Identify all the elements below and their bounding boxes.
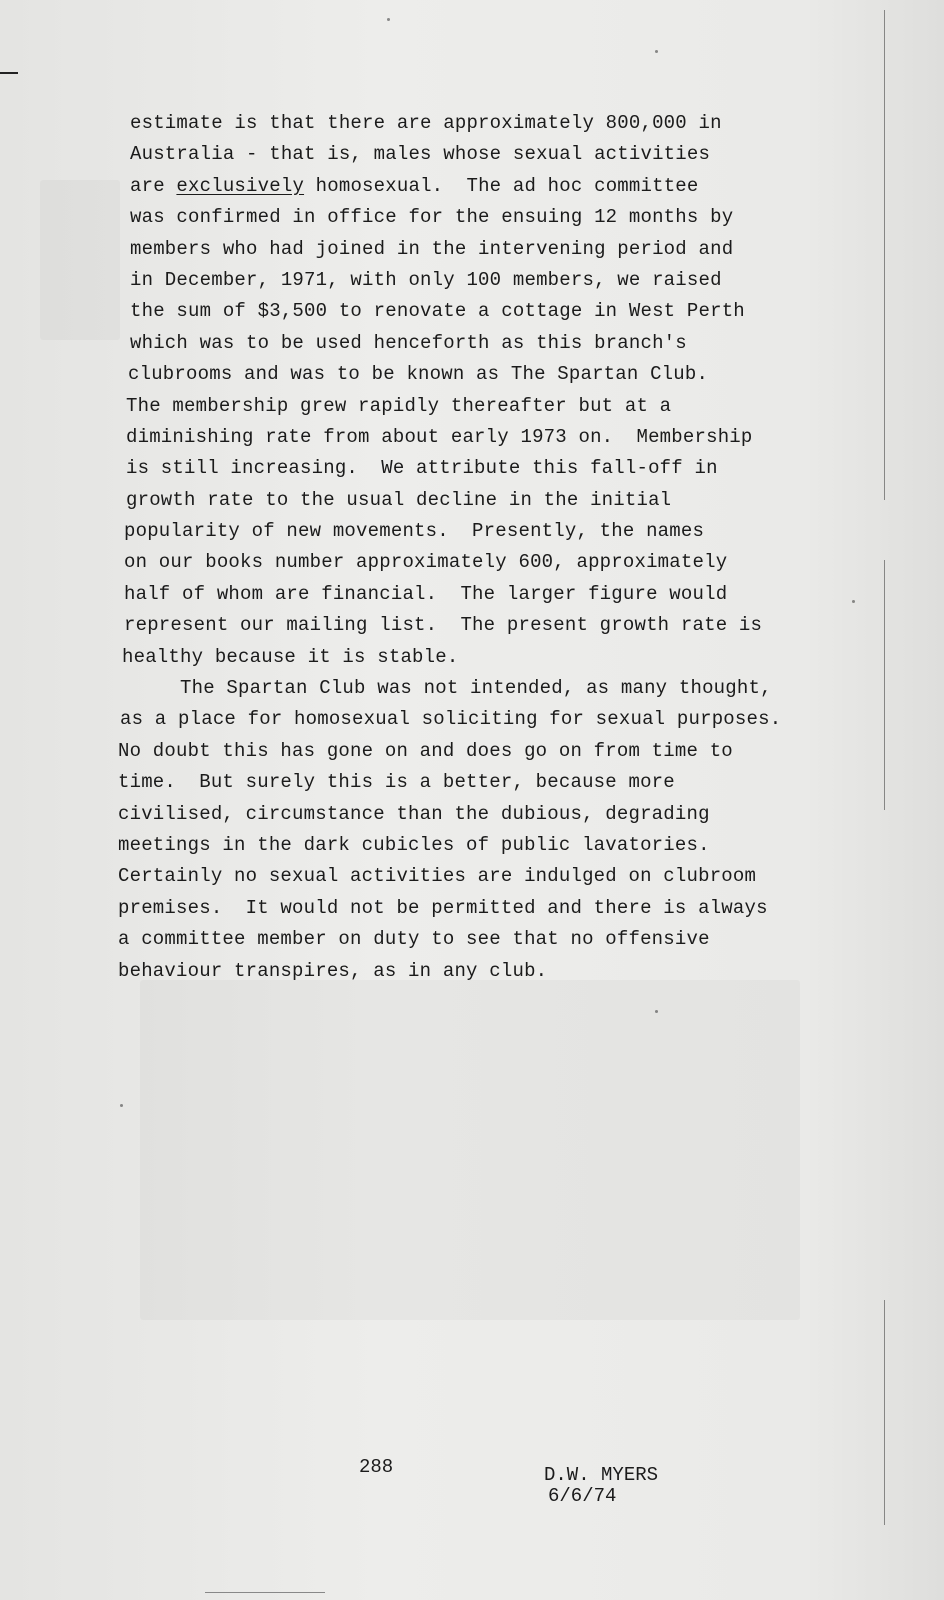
text-line: as a place for homosexual soliciting for sexual purposes. xyxy=(120,708,782,731)
text-line: a committee member on duty to see that no offensive xyxy=(118,928,710,951)
text-line: on our books number approximately 600, approximately xyxy=(124,551,728,574)
text-line: civilised, circumstance than the dubious, degrading xyxy=(118,802,710,825)
text-line xyxy=(118,171,838,202)
text-line: the sum of $3,500 to renovate a cottage in West Perth xyxy=(130,300,745,323)
underlined-word: exclusively xyxy=(176,174,305,197)
author-signoff xyxy=(544,1465,658,1507)
text-segment: homosexual. The ad hoc committee xyxy=(304,174,699,197)
page-number: 288 xyxy=(359,1456,394,1478)
scan-edge-mark xyxy=(0,72,18,74)
scan-speck xyxy=(655,1010,658,1013)
bottom-edge-rule xyxy=(205,1592,325,1593)
text-line: healthy because it is stable. xyxy=(122,645,459,668)
text-line: popularity of new movements. Presently, the names xyxy=(124,520,705,543)
text-line: clubrooms and was to be known as The Spartan Club. xyxy=(128,363,709,386)
text-segment: are xyxy=(130,174,177,197)
scan-speck xyxy=(120,1104,123,1107)
bleed-through-shadow xyxy=(40,180,120,340)
scan-speck xyxy=(852,600,855,603)
text-line: Australia - that is, males whose sexual activities xyxy=(130,143,711,166)
text-line: The membership grew rapidly thereafter but at a xyxy=(126,394,672,417)
bleed-through-shadow xyxy=(140,980,800,1320)
text-line: time. But surely this is a better, because more xyxy=(118,771,675,794)
scan-edge-line xyxy=(884,1300,885,1525)
text-line: Certainly no sexual activities are indulged on clubroom xyxy=(118,865,757,888)
author-name: D.W. MYERS xyxy=(544,1464,659,1486)
text-line: behaviour transpires, as in any club. xyxy=(118,959,548,982)
text-line: meetings in the dark cubicles of public lavatories. xyxy=(118,833,710,856)
text-line: growth rate to the usual decline in the initial xyxy=(126,488,672,511)
text-line: is still increasing. We attribute this fall-off in xyxy=(126,457,718,480)
text-line: diminishing rate from about early 1973 on. Membership xyxy=(126,425,753,448)
text-line: estimate is that there are approximately 800,000 in xyxy=(130,112,722,134)
text-line: was confirmed in office for the ensuing 12 months by xyxy=(130,206,734,229)
text-line: The Spartan Club was not intended, as many thought, xyxy=(180,677,772,700)
typed-body-text xyxy=(118,108,838,987)
text-line: which was to be used henceforth as this branch's xyxy=(130,331,687,354)
text-line: members who had joined in the intervening period and xyxy=(130,237,734,260)
scan-speck xyxy=(387,18,390,21)
signoff-date: 6/6/74 xyxy=(548,1485,617,1507)
scan-edge-line xyxy=(884,560,885,810)
scan-edge-line xyxy=(884,10,885,500)
scan-speck xyxy=(655,50,658,53)
text-line: in December, 1971, with only 100 members, we raised xyxy=(130,268,722,291)
text-line: No doubt this has gone on and does go on from time to xyxy=(118,739,733,762)
text-line: premises. It would not be permitted and there is always xyxy=(118,896,768,919)
text-line: represent our mailing list. The present growth rate is xyxy=(124,614,763,637)
text-line: half of whom are financial. The larger figure would xyxy=(124,582,728,605)
